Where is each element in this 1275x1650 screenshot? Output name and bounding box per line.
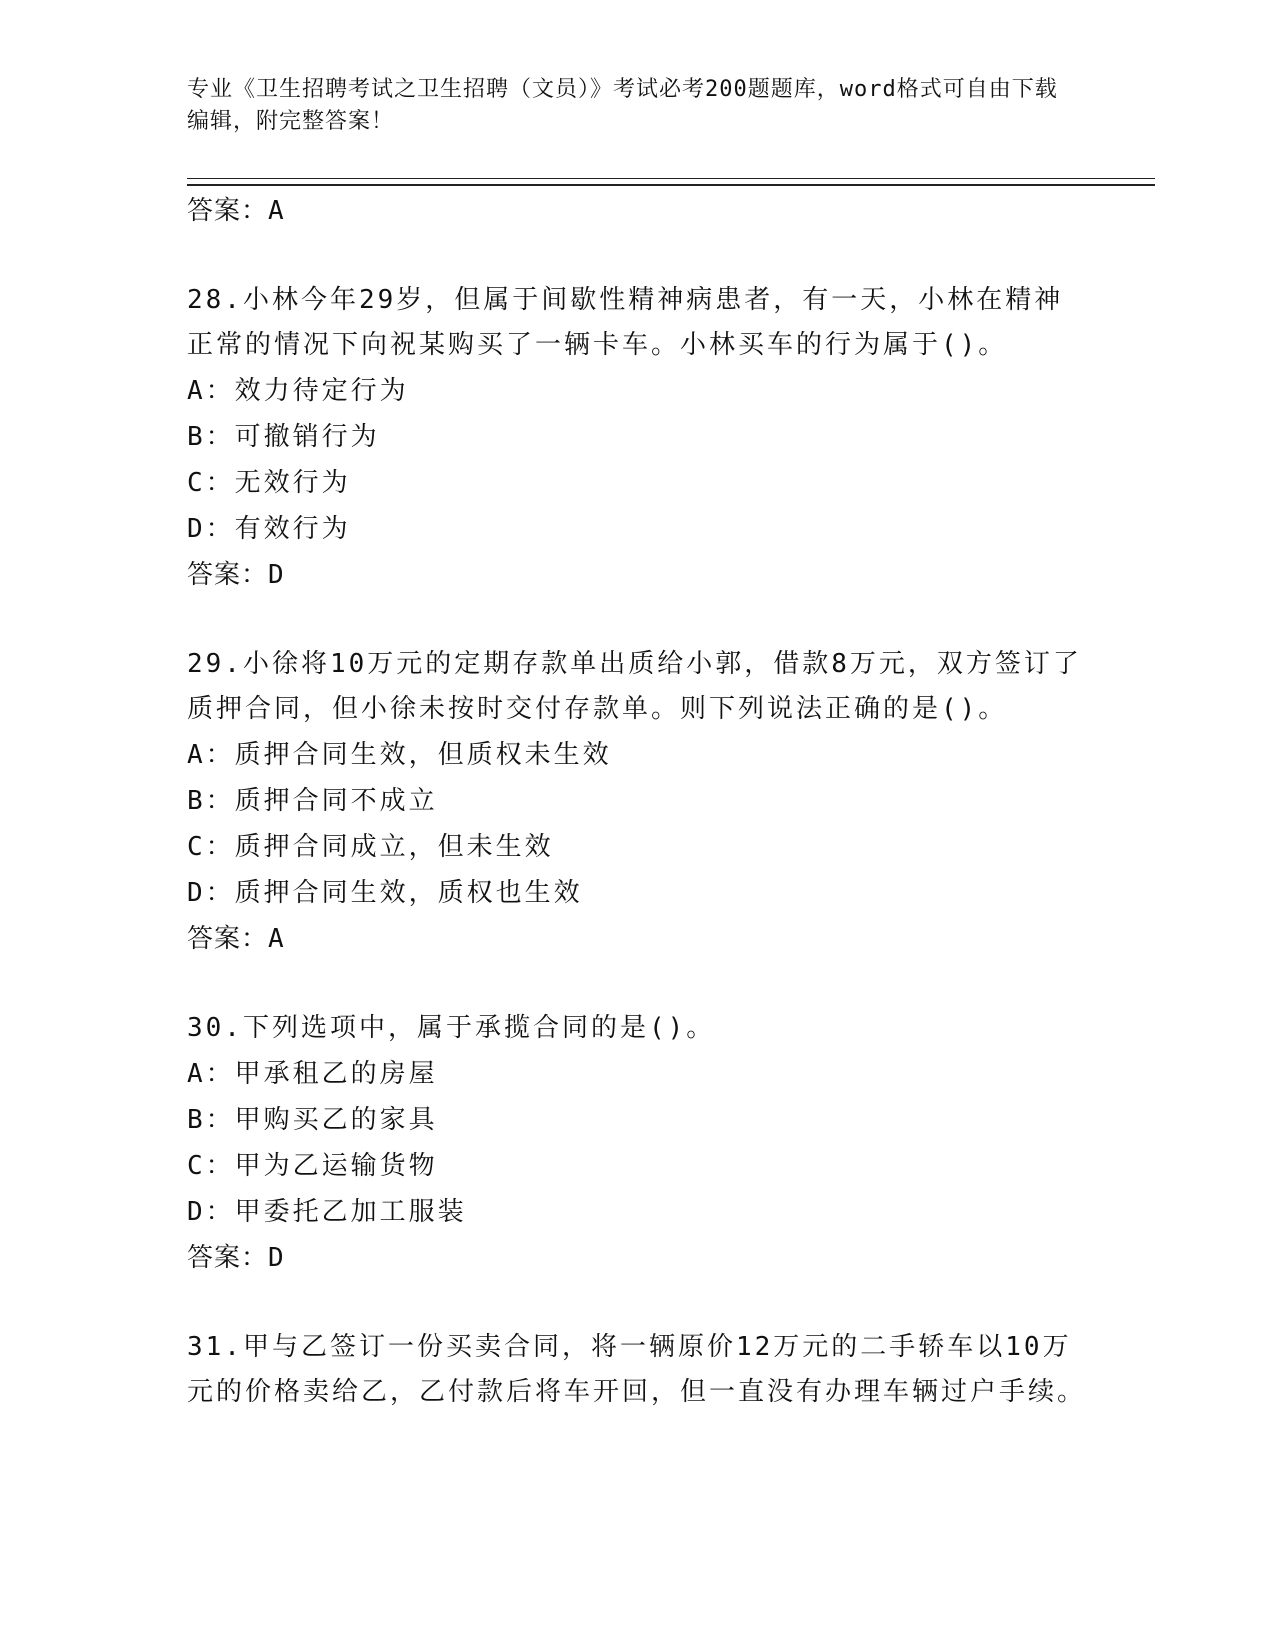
option-d: D：有效行为 — [187, 514, 351, 544]
answer-line: 答案：D — [187, 560, 285, 590]
option-c: C：无效行为 — [187, 468, 351, 498]
question-30 — [187, 1006, 1087, 1281]
page-header: 专业《卫生招聘考试之卫生招聘（文员）》考试必考200题题库，word格式可自由下载编辑，附完整答案！ — [187, 77, 1058, 134]
question-stem: 29.小徐将10万元的定期存款单出质给小郭，借款8万元，双方签订了质押合同，但小徐未按时交付存款单。则下列说法正确的是()。 — [187, 649, 1082, 724]
option-d: D：质押合同生效，质权也生效 — [187, 878, 583, 908]
option-a: A：质押合同生效，但质权未生效 — [187, 740, 612, 770]
question-stem: 30.下列选项中，属于承揽合同的是()。 — [187, 1013, 716, 1043]
option-b: B：质押合同不成立 — [187, 786, 438, 816]
option-b: B：甲购买乙的家具 — [187, 1105, 438, 1135]
header-divider — [187, 178, 1155, 186]
question-stem: 28.小林今年29岁，但属于间歇性精神病患者，有一天，小林在精神正常的情况下向祝某购买了一辆卡车。小林买车的行为属于()。 — [187, 285, 1064, 360]
answer-line: 答案：A — [187, 196, 285, 226]
answer-line: 答案：D — [187, 1243, 285, 1273]
option-c: C：质押合同成立，但未生效 — [187, 832, 554, 862]
option-d: D：甲委托乙加工服装 — [187, 1197, 467, 1227]
question-28 — [187, 278, 1087, 598]
option-c: C：甲为乙运输货物 — [187, 1151, 438, 1181]
answer-line: 答案：A — [187, 924, 285, 954]
option-a: A：甲承租乙的房屋 — [187, 1059, 438, 1089]
option-a: A：效力待定行为 — [187, 376, 409, 406]
option-b: B：可撤销行为 — [187, 422, 380, 452]
question-stem: 31.甲与乙签订一份买卖合同，将一辆原价12万元的二手轿车以10万元的价格卖给乙，乙付款后将车开回，但一直没有办理车辆过户手续。 — [187, 1332, 1087, 1407]
document-body — [187, 188, 1087, 1415]
question-31 — [187, 1325, 1087, 1415]
question-29 — [187, 642, 1087, 962]
